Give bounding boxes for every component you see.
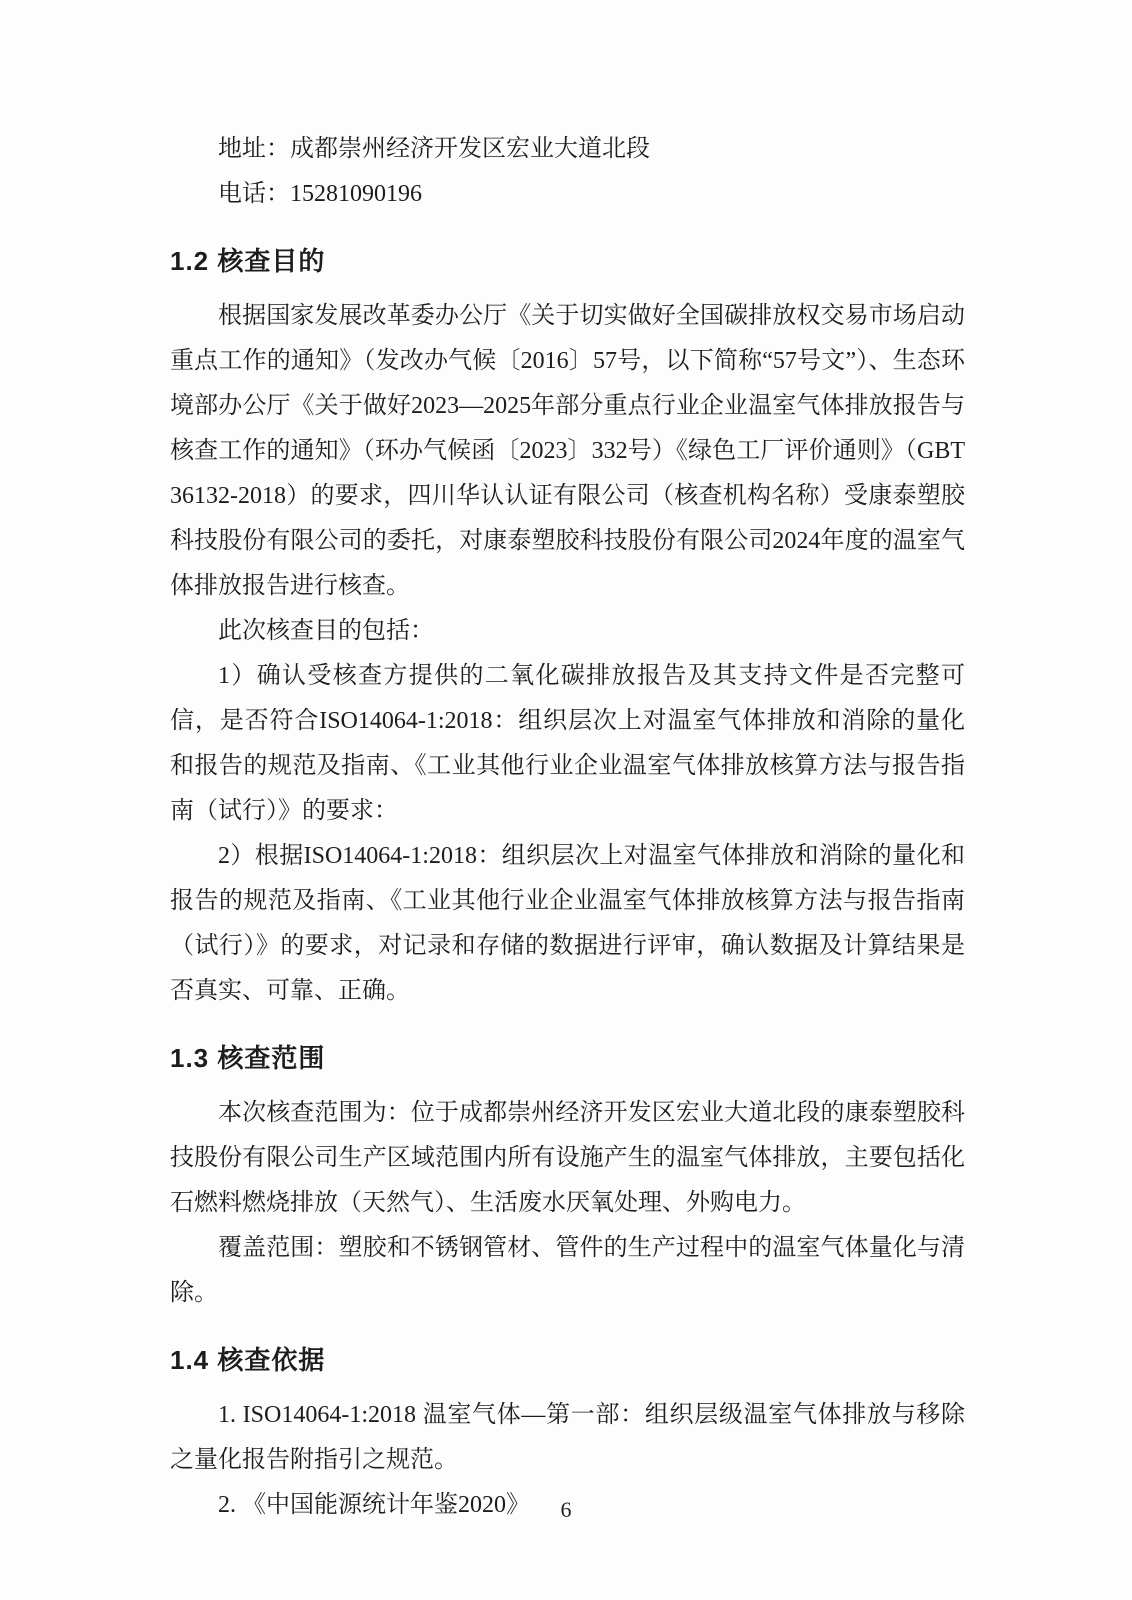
phone-line: 电话：15281090196	[218, 181, 422, 207]
section-heading-verification-scope: 1.3 核查范围	[170, 1043, 326, 1073]
address-line: 地址：成都崇州经济开发区宏业大道北段	[218, 136, 650, 162]
section-heading-verification-purpose: 1.2 核查目的	[170, 246, 326, 276]
purpose-paragraph-intro: 根据国家发展改革委办公厅《关于切实做好全国碳排放权交易市场启动重点工作的通知》（发改办气候〔2016〕57号，以下简称“57号文”）、生态环境部办公厅《关于做好2023—2025年部分重点行业企业温室气体排放报告与核查工作的通知》（环办气候函〔2023〕332号）《绿色工厂评价通则》（GBT36132-2018）的要求，四川华认认证有限公司（核查机构名称）受康泰塑胶科技股份有限公司的委托，对康泰塑胶科技股份有限公司2024年度的温室气体排放报告进行核查。	[170, 303, 965, 599]
coverage-paragraph: 覆盖范围：塑胶和不锈钢管材、管件的生产过程中的温室气体量化与清除。	[170, 1235, 965, 1306]
basis-item-1: 1. ISO14064-1:2018 温室气体—第一部：组织层级温室气体排放与移除之量化报告附指引之规范。	[170, 1402, 965, 1473]
purpose-item-2: 2）根据ISO14064-1:2018：组织层次上对温室气体排放和消除的量化和报告的规范及指南、《工业其他行业企业温室气体排放核算方法与报告指南（试行）》的要求，对记录和存储的数据进行评审，确认数据及计算结果是否真实、可靠、正确。	[170, 843, 965, 1004]
scope-paragraph: 本次核查范围为：位于成都崇州经济开发区宏业大道北段的康泰塑胶科技股份有限公司生产区域范围内所有设施产生的温室气体排放，主要包括化石燃料燃烧排放（天然气）、生活废水厌氧处理、外购电力。	[170, 1100, 965, 1216]
purpose-item-1: 1）确认受核查方提供的二氧化碳排放报告及其支持文件是否完整可信，是否符合ISO14064-1:2018：组织层次上对温室气体排放和消除的量化和报告的规范及指南、《工业其他行业企业温室气体排放核算方法与报告指南（试行）》的要求：	[170, 663, 965, 824]
section-heading-verification-basis: 1.4 核查依据	[170, 1345, 326, 1375]
purpose-paragraph-lead-in: 此次核查目的包括：	[218, 618, 434, 644]
document-content	[170, 127, 965, 1528]
page-number: 6	[560, 1497, 572, 1522]
basis-item-2: 2. 《中国能源统计年鉴2020》	[218, 1492, 530, 1518]
